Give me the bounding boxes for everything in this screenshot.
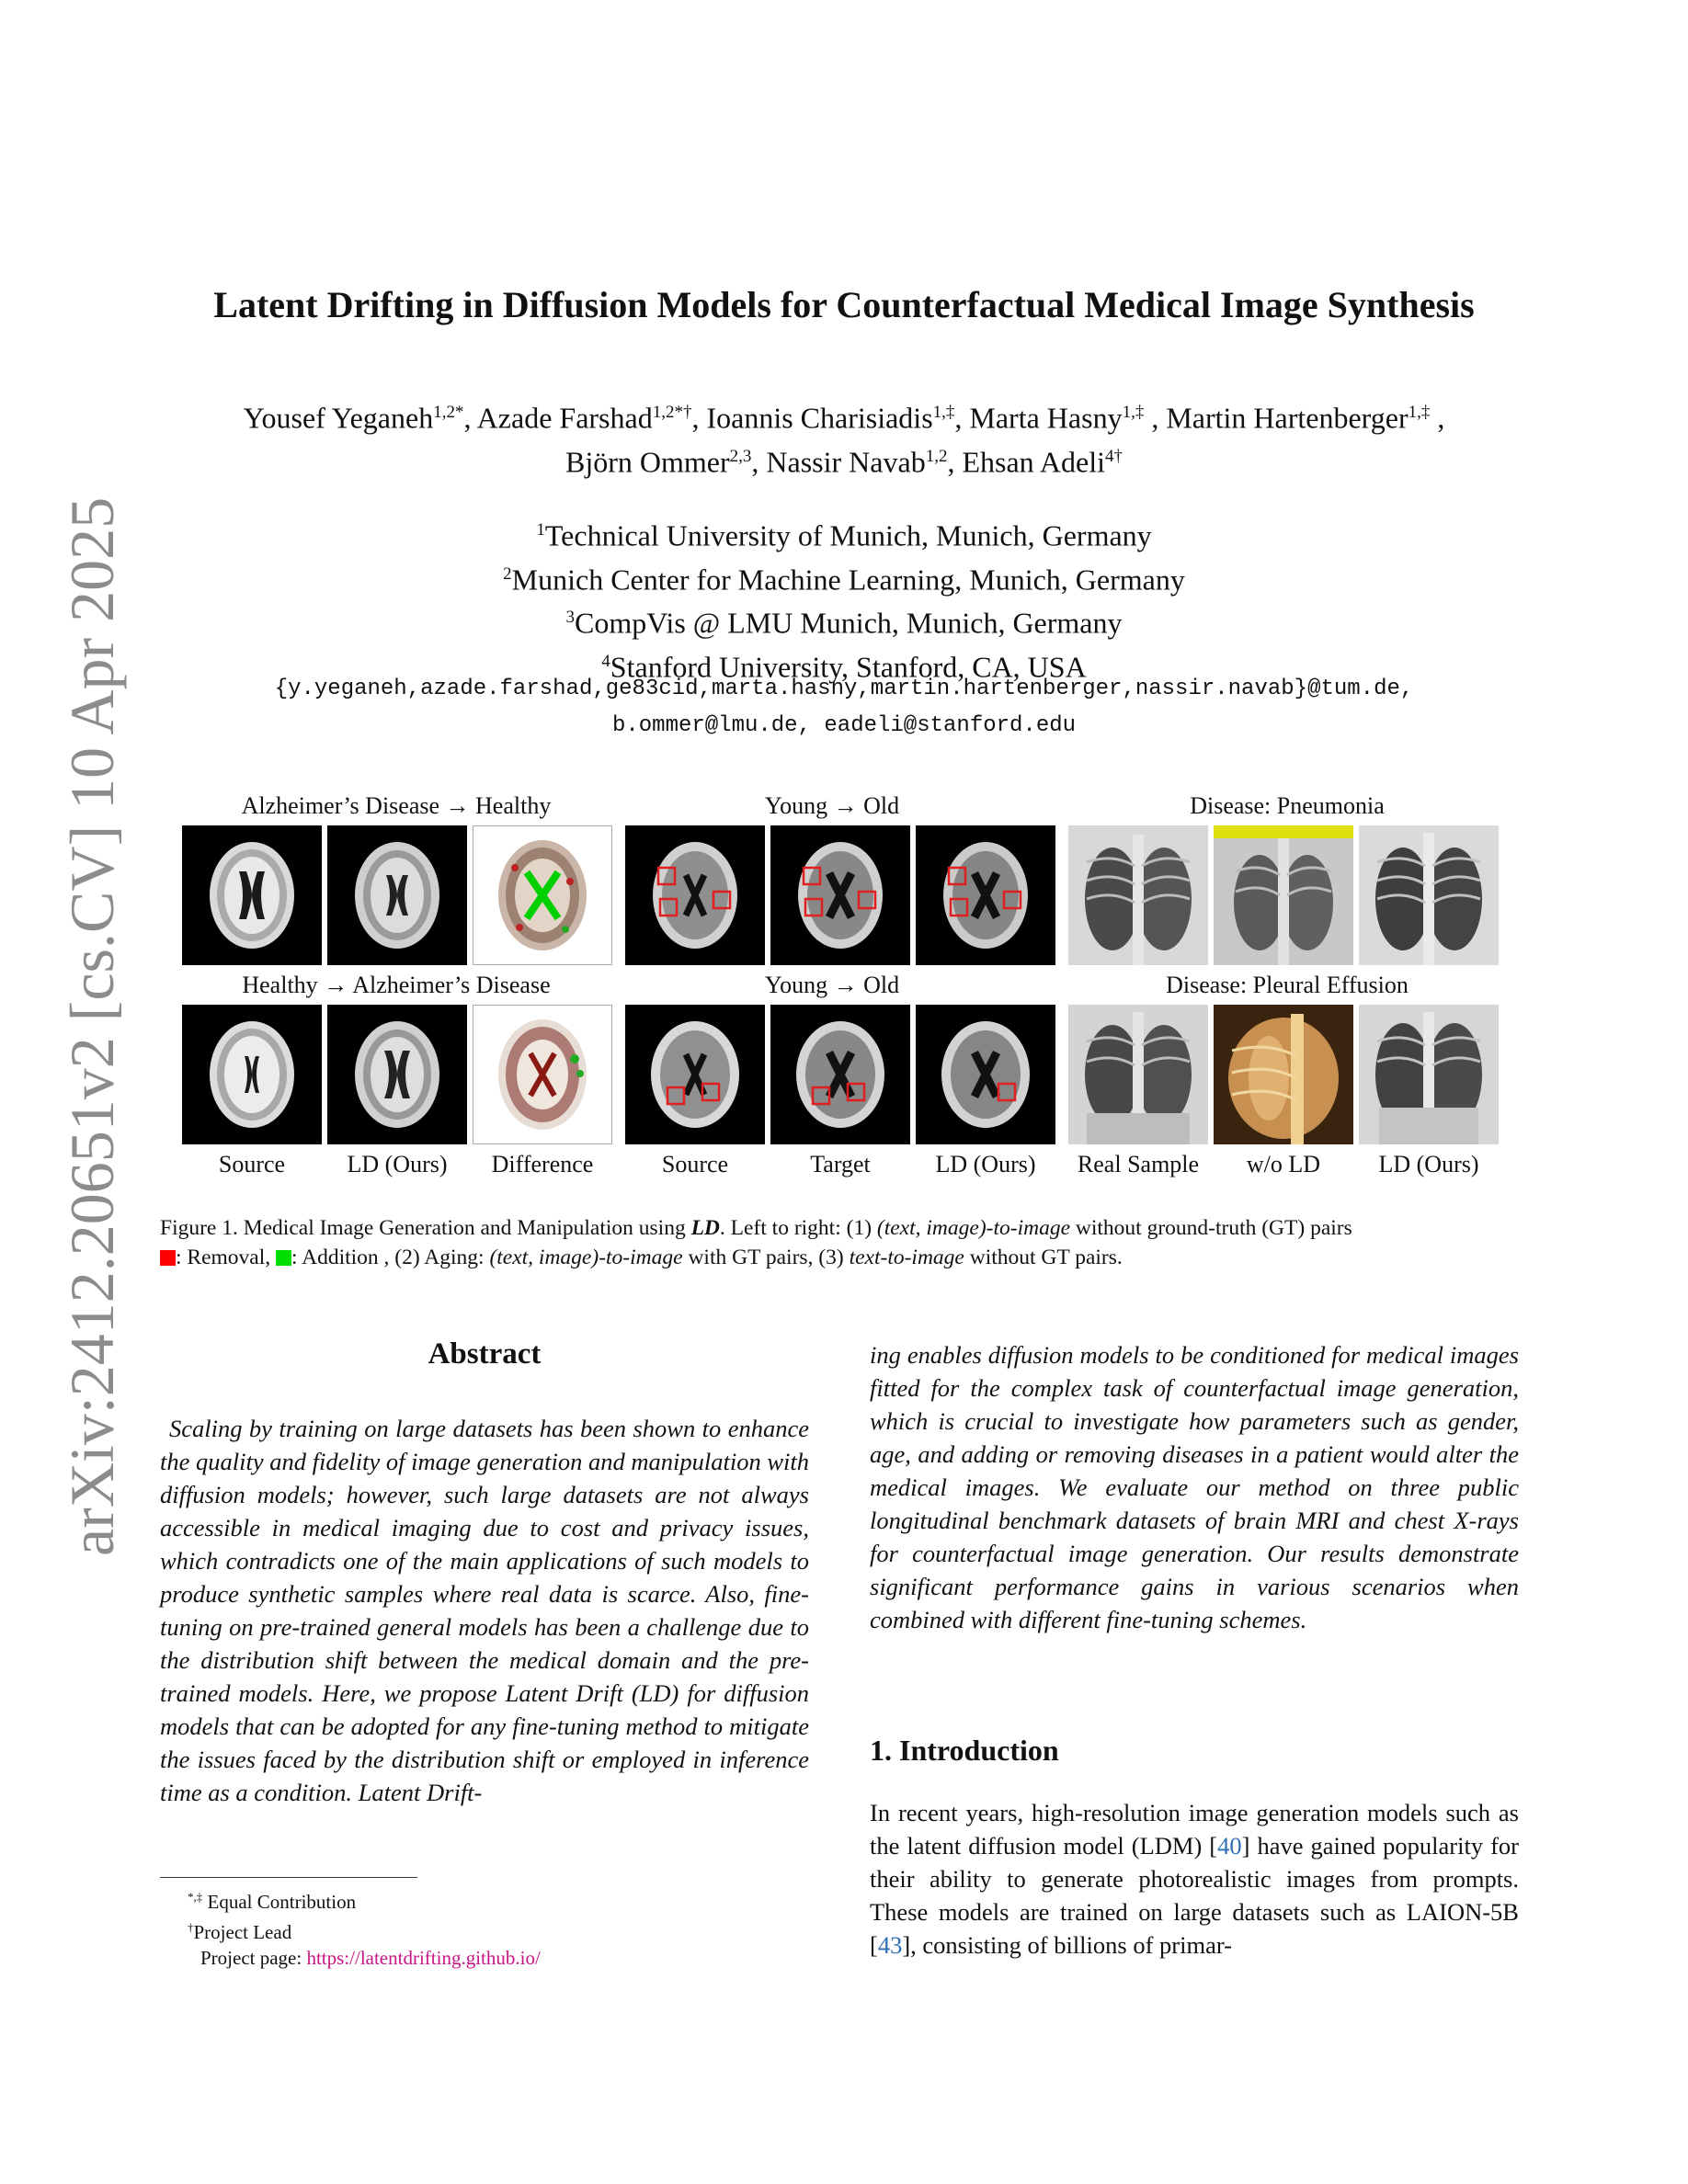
author-line-2: Björn Ommer$^{2,3}$, Nassir Navab$^{1,2}$, Ehsan Adeli$^{4\dagger}$ (565, 445, 1123, 479)
paper-title: Latent Drifting in Diffusion Models for Counterfactual Medical Image Synthesis (213, 284, 1475, 325)
caption-text: with GT pairs, (3) (682, 1246, 850, 1269)
affiliation-text: CompVis @ LMU Munich, Munich, Germany (575, 606, 1123, 640)
author-affil-sup: 1,‡ (1408, 403, 1431, 422)
footnotes (188, 1884, 776, 1971)
introduction-text (870, 1796, 1519, 1962)
affiliation-text: Technical University of Munich, Munich, Germany (544, 518, 1152, 552)
affiliation-sup: 3 (565, 608, 575, 628)
caption-ld: LD (690, 1216, 720, 1240)
intro-text: ] have gained popularity for their ability to generate photorealistic images from prompts. These models are trained on large datasets such as LAION-5B [ (870, 1832, 1519, 1959)
intro-text: ], consisting of billions of primar- (902, 1931, 1232, 1959)
column-label: Source (218, 1151, 286, 1177)
aging-target-image (770, 825, 910, 965)
column-label: Target (810, 1151, 871, 1177)
author-affil-sup: 2,3 (729, 446, 752, 466)
column-label: Real Sample (1077, 1151, 1200, 1177)
author-affil-sup: 1,‡ (1122, 403, 1145, 422)
column-label: Difference (491, 1151, 594, 1177)
author-name: Azade Farshad (476, 401, 653, 435)
removal-legend-swatch (160, 1250, 176, 1266)
xray-without-ld-image (1214, 1005, 1353, 1144)
brain-mri-source-image (182, 825, 322, 965)
author-list (0, 393, 1688, 481)
xray-real-sample-image (1068, 1005, 1208, 1144)
author-affil-sup: 4† (1104, 446, 1123, 466)
xray-ld-image (1359, 825, 1499, 965)
project-page-link[interactable]: https://latentdrifting.github.io/ (306, 1947, 541, 1969)
affiliation-list (0, 511, 1688, 687)
footnote-sup: *,‡ (188, 1890, 203, 1904)
brain-mri-source-image (182, 1005, 322, 1144)
affiliation-sup: 4 (601, 651, 610, 671)
addition-legend-swatch (276, 1250, 291, 1266)
caption-text: without ground-truth (GT) pairs (1070, 1216, 1352, 1240)
column-label: w/o LD (1246, 1151, 1321, 1177)
column-label: LD (Ours) (1378, 1151, 1479, 1177)
xray-ld-image (1359, 1005, 1499, 1144)
citation-link[interactable]: 43 (877, 1931, 903, 1959)
caption-text: : Removal, (176, 1246, 276, 1269)
figure-header-young-old-2: Young → Old (764, 972, 900, 998)
arxiv-identifier: arXiv:2412.20651v2 [cs.CV] 10 Apr 2025 (57, 496, 127, 1556)
brain-mri-ld-image (327, 825, 467, 965)
citation-link[interactable]: 40 (1217, 1832, 1242, 1860)
author-affil-sup: 1,2 (925, 446, 948, 466)
aging-target-image (770, 1005, 910, 1144)
caption-text: without GT pairs. (964, 1246, 1123, 1269)
footnote-divider (160, 1877, 417, 1878)
figure-header-healthy-to-ad: Healthy → Alzheimer’s Disease (242, 972, 551, 998)
figure-header-young-old-1: Young → Old (764, 792, 900, 819)
email-block (0, 671, 1688, 745)
author-name: Nassir Navab (766, 445, 926, 479)
abstract-text-right: ing enables diffusion models to be conditioned for medical images fitted for the complex task of counterfactual image generation, which is crucial to investigate how parameters such as gender, age, and adding or removing diseases in a patient would alter the medical images. We evaluate our method on three public longitudinal benchmark datasets of brain MRI and chest X-rays for counterfactual image generation. Our results demonstrate significant performance gains in various scenarios when combined with different fine-tuning schemes. (870, 1341, 1519, 1633)
caption-italic: (text, image)-to-image (876, 1216, 1071, 1240)
affiliation-sup: 2 (503, 563, 512, 584)
affiliation-text: Stanford University, Stanford, CA, USA (610, 650, 1087, 684)
author-name: Ioannis Charisiadis (706, 401, 933, 435)
aging-ld-image (916, 825, 1055, 965)
column-label: LD (Ours) (347, 1151, 448, 1177)
caption-text: : Addition , (2) Aging: (291, 1246, 490, 1269)
affiliation (0, 511, 1688, 555)
caption-text: Figure 1. Medical Image Generation and Manipulation using (160, 1216, 691, 1240)
affiliation (0, 555, 1688, 599)
affiliation-text: Munich Center for Machine Learning, Munich, Germany (511, 563, 1185, 597)
column-label: Source (661, 1151, 729, 1177)
xray-without-ld-image (1214, 825, 1353, 965)
figure-caption (160, 1213, 1530, 1272)
author-line-1: Yousef Yeganeh$^{1,2*}$, Azade Farshad$^{1,2*\dagger}$, Ioannis Charisiadis$^{1,\ddagger}$, Marta Hasny$^{1,\ddagger}$ , Martin Hartenberger$^{1,\ddagger}$ , (243, 401, 1445, 435)
caption-italic: (text, image)-to-image (489, 1246, 683, 1269)
difference-map-image (473, 825, 612, 965)
author-name: Ehsan Adeli (962, 445, 1105, 479)
author-affil-sup: 1,2* (433, 403, 464, 422)
figure-header-pneumonia: Disease: Pneumonia (1190, 792, 1385, 819)
author-affil-sup: 1,2*† (652, 403, 692, 422)
column-label: LD (Ours) (935, 1151, 1036, 1177)
aging-ld-image (916, 1005, 1055, 1144)
author-name: Marta Hasny (969, 401, 1123, 435)
abstract-heading: Abstract (428, 1337, 542, 1371)
caption-italic: text-to-image (849, 1246, 964, 1269)
affiliation (0, 598, 1688, 643)
brain-mri-ld-image (327, 1005, 467, 1144)
author-name: Yousef Yeganeh (243, 401, 434, 435)
aging-source-image (625, 825, 765, 965)
difference-map-image (473, 1005, 612, 1144)
intro-text: In recent years, high-resolution image generation models such as the latent diffusion model (LDM) [ (870, 1799, 1519, 1860)
footnote-sup: † (188, 1920, 194, 1934)
footnote-text: Project Lead (193, 1921, 292, 1943)
footnote-project (188, 1945, 776, 1971)
author-name: Björn Ommer (565, 445, 730, 479)
abstract-text-left: Scaling by training on large datasets has been shown to enhance the quality and fidelity of image generation and manipulation with diffusion models; however, such large datasets are not always accessible in medical imaging due to cost and privacy issues, which contradicts one of the main applications of such models to produce synthetic samples where real data is scarce. Also, fine-tuning on pre-trained general models has been a challenge due to the distribution shift between the medical domain and the pre-trained models. Here, we propose Latent Drift (LD) for diffusion models that can be adopted for any fine-tuning method to mitigate the issues faced by the distribution shift or employed in inference time as a condition. Latent Drift- (160, 1415, 809, 1806)
caption-text: . Left to right: (1) (719, 1216, 877, 1240)
affiliation-sup: 1 (536, 520, 545, 540)
aging-source-image (625, 1005, 765, 1144)
author-name: Martin Hartenberger (1166, 401, 1409, 435)
xray-real-sample-image (1068, 825, 1208, 965)
introduction-heading: 1. Introduction (870, 1734, 1059, 1767)
author-affil-sup: 1,‡ (932, 403, 955, 422)
footnote-equal (188, 1884, 776, 1915)
email-line-2[interactable]: b.ommer@lmu.de, eadeli@stanford.edu (611, 713, 1077, 738)
figure-header-ad-to-healthy: Alzheimer’s Disease → Healthy (241, 792, 552, 819)
email-line-1[interactable]: {y.yeganeh,azade.farshad,ge83cid,marta.hasny,martin.hartenberger,nassir.navab}@tum.de, (274, 677, 1414, 701)
footnote-lead (188, 1915, 776, 1945)
figure-header-pleural-effusion: Disease: Pleural Effusion (1166, 972, 1409, 998)
footnote-text: Project page: (200, 1947, 307, 1969)
footnote-text: Equal Contribution (207, 1891, 357, 1913)
